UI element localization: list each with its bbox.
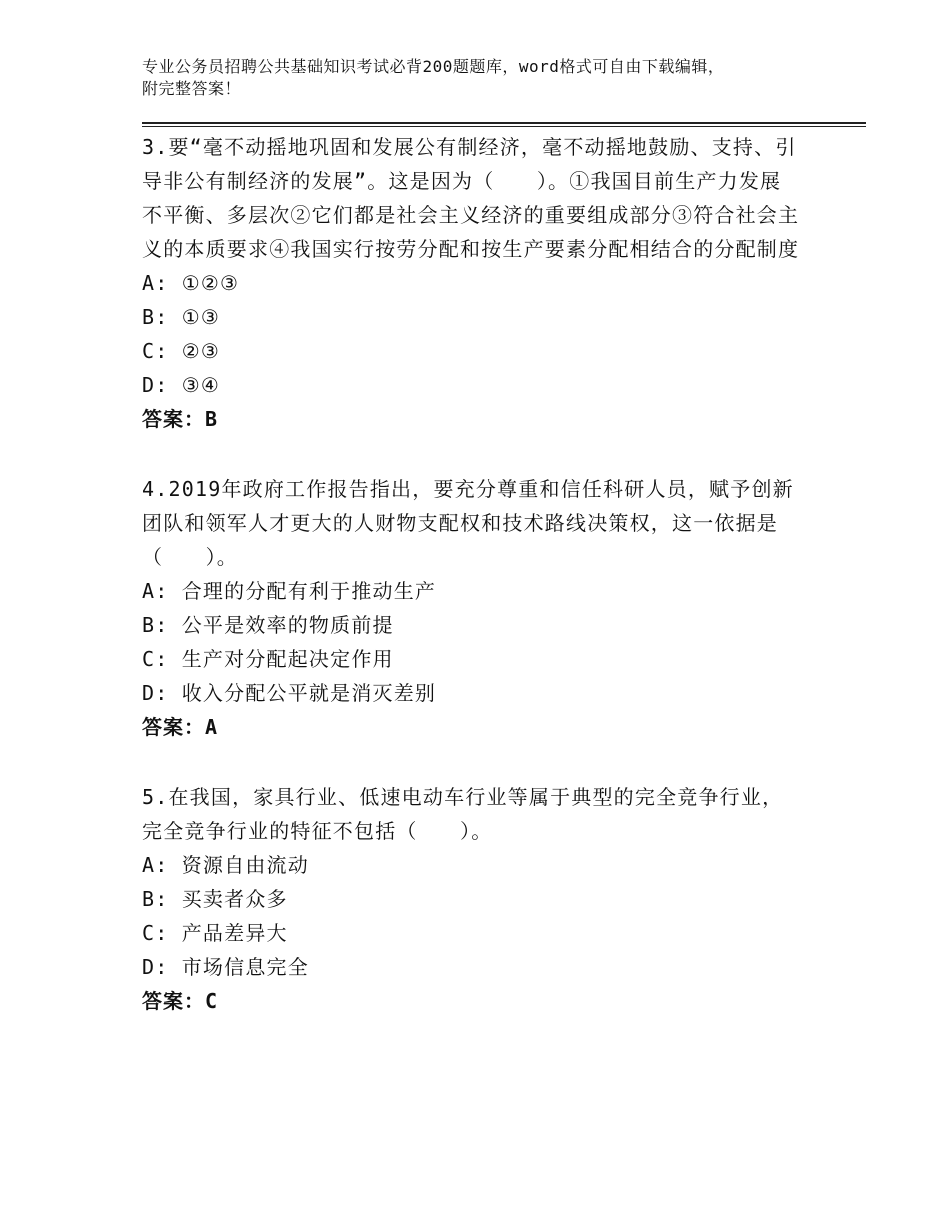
- question-3: [142, 128, 802, 436]
- option-d: D: ③④: [142, 373, 220, 397]
- question-stem: 3.要“毫不动摇地巩固和发展公有制经济，毫不动摇地鼓励、支持、引导非公有制经济的发展”。这是因为（ ）。①我国目前生产力发展不平衡、多层次②它们都是社会主义经济的重要组成部分③符合社会主义的本质要求④我国实行按劳分配和按生产要素分配相结合的分配制度: [142, 135, 800, 261]
- answer: 答案：C: [142, 989, 219, 1013]
- option-c: C: 生产对分配起决定作用: [142, 647, 394, 671]
- option-b: B: 公平是效率的物质前提: [142, 613, 394, 637]
- header-divider-thin: [142, 126, 866, 127]
- question-stem: 4.2019年政府工作报告指出，要充分尊重和信任科研人员，赋予创新团队和领军人才更大的人财物支配权和技术路线决策权，这一依据是（ ）。: [142, 477, 794, 569]
- document-header: [142, 56, 842, 100]
- header-line-2: 附完整答案！: [142, 79, 242, 98]
- option-b: B: ①③: [142, 305, 220, 329]
- answer: 答案：B: [142, 407, 219, 431]
- question-5: [142, 778, 802, 1018]
- option-c: C: ②③: [142, 339, 220, 363]
- question-4: [142, 470, 802, 744]
- header-divider: [142, 122, 866, 124]
- option-c: C: 产品差异大: [142, 921, 288, 945]
- question-stem: 5.在我国，家具行业、低速电动车行业等属于典型的完全竞争行业，完全竞争行业的特征不包括（ ）。: [142, 785, 784, 843]
- option-a: A: 资源自由流动: [142, 853, 309, 877]
- question-list: [142, 128, 802, 1018]
- option-a: A: ①②③: [142, 271, 240, 295]
- option-d: D: 收入分配公平就是消灭差别: [142, 681, 437, 705]
- answer: 答案：A: [142, 715, 219, 739]
- header-line-1: 专业公务员招聘公共基础知识考试必背200题题库，word格式可自由下载编辑，: [142, 57, 725, 76]
- option-b: B: 买卖者众多: [142, 887, 288, 911]
- option-a: A: 合理的分配有利于推动生产: [142, 579, 437, 603]
- option-d: D: 市场信息完全: [142, 955, 309, 979]
